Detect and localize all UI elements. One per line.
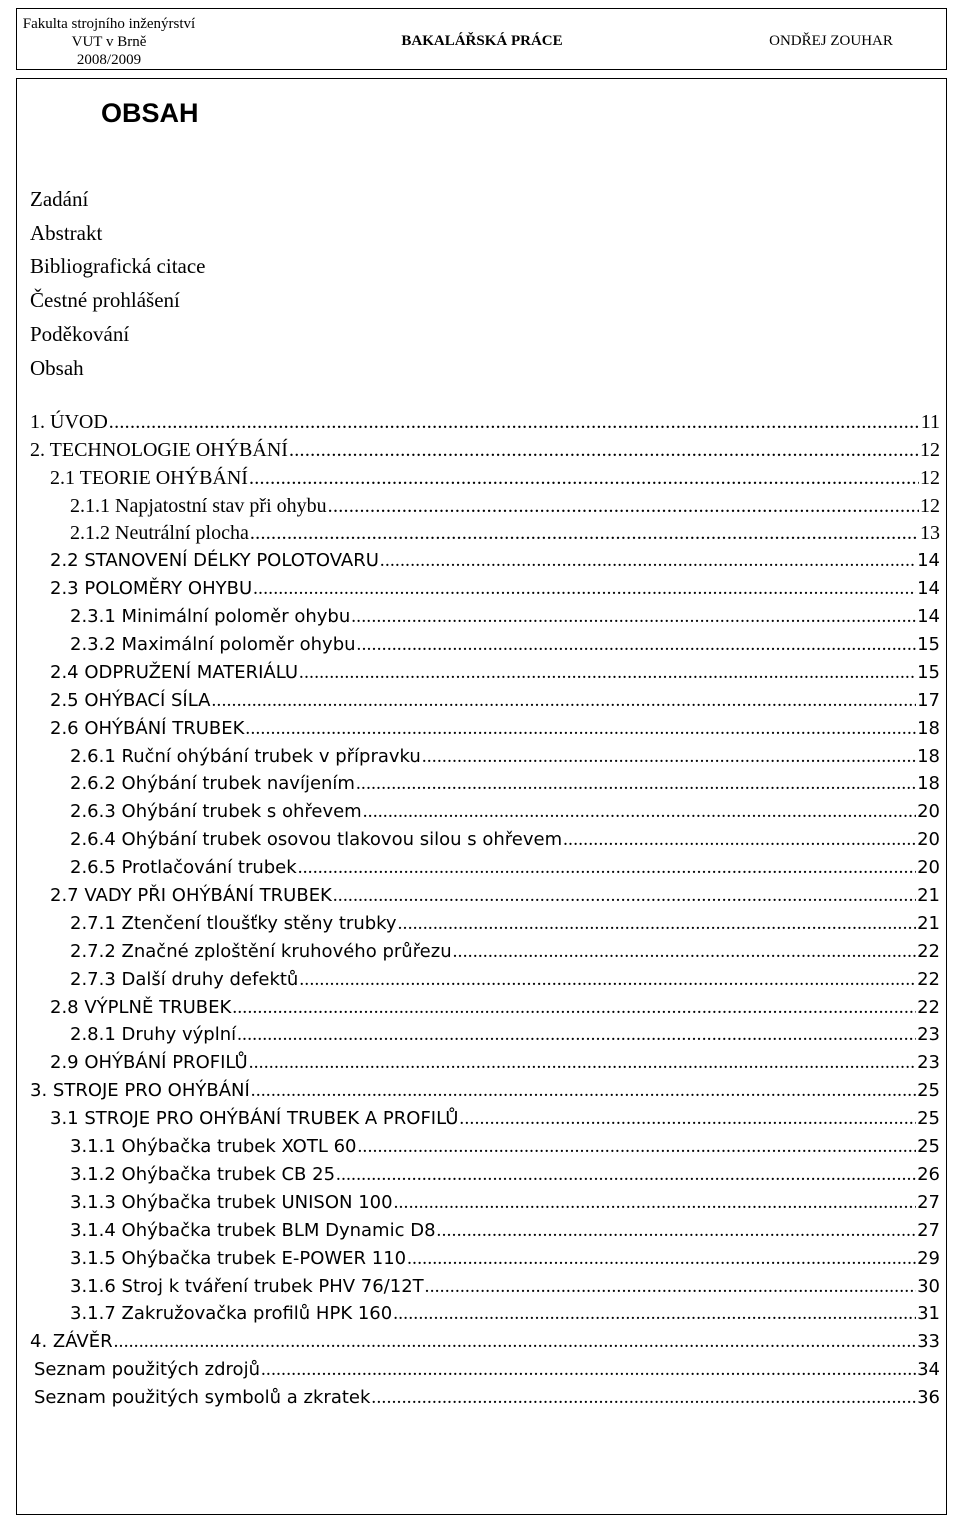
- prelim-item[interactable]: Čestné prohlášení: [30, 288, 180, 313]
- header-year: 2008/2009: [76, 52, 142, 68]
- toc-label: 3. STROJE PRO OHÝBÁNÍ: [30, 1080, 250, 1102]
- toc-page: 27: [917, 1219, 940, 1241]
- toc-entry[interactable]: [0, 1159, 960, 1187]
- toc-entry[interactable]: [0, 964, 960, 992]
- toc-label: 2.1 TEORIE OHÝBÁNÍ: [50, 466, 248, 489]
- toc-label: 2.8.1 Druhy výplní: [70, 1024, 237, 1046]
- toc-entry[interactable]: [0, 1131, 960, 1159]
- toc-entry[interactable]: [0, 406, 960, 434]
- toc-label: 2.3.1 Minimální poloměr ohybu: [70, 606, 351, 628]
- toc-page: 34: [917, 1359, 940, 1381]
- toc-leader: [357, 1135, 916, 1159]
- header-faculty: Fakulta strojního inženýrství: [22, 16, 196, 32]
- toc-label: 2.6.1 Ruční ohýbání trubek v přípravku: [70, 745, 421, 767]
- header-author: ONDŘEJ ZOUHAR: [769, 33, 893, 49]
- toc-entry[interactable]: [0, 852, 960, 880]
- toc-page: 12: [920, 466, 940, 489]
- toc-leader: [393, 1302, 916, 1326]
- toc-label: 2.6.2 Ohýbání trubek navíjením: [70, 773, 355, 795]
- toc-entry[interactable]: [0, 601, 960, 629]
- toc-entry[interactable]: [0, 1243, 960, 1271]
- toc-page: 23: [917, 1024, 940, 1046]
- prelim-item[interactable]: Poděkování: [30, 321, 130, 346]
- toc-leader: [407, 1247, 916, 1271]
- toc-leader: [114, 1330, 917, 1354]
- toc-label: 1. ÚVOD: [30, 410, 108, 433]
- toc-entry[interactable]: [0, 629, 960, 657]
- toc-page: 13: [920, 522, 940, 545]
- toc-page: 12: [920, 494, 940, 517]
- toc-leader: [289, 438, 919, 462]
- toc-leader: [261, 1358, 916, 1382]
- table-of-contents: [0, 406, 960, 1410]
- toc-leader: [251, 1079, 916, 1103]
- toc-label: 2.7 VADY PŘI OHÝBÁNÍ TRUBEK: [50, 885, 332, 907]
- header-university: VUT v Brně: [71, 34, 147, 50]
- toc-page: 26: [917, 1163, 940, 1185]
- toc-page: 18: [917, 745, 940, 767]
- toc-label: 2.7.3 Další druhy defektů: [70, 968, 299, 990]
- toc-page: 18: [917, 773, 940, 795]
- toc-page: 22: [917, 940, 940, 962]
- toc-label: 2. TECHNOLOGIE OHÝBÁNÍ: [30, 438, 288, 461]
- toc-label: 4. ZÁVĚR: [30, 1331, 113, 1353]
- toc-label: 2.7.2 Značné zploštění kruhového průřezu: [70, 940, 452, 962]
- toc-leader: [109, 410, 920, 434]
- toc-entry[interactable]: [0, 1187, 960, 1215]
- toc-label: 3.1.1 Ohýbačka trubek XOTL 60: [70, 1136, 357, 1158]
- toc-page: 18: [917, 717, 940, 739]
- toc-leader: [459, 1107, 916, 1131]
- header-institution: [17, 15, 201, 69]
- toc-page: 21: [917, 912, 940, 934]
- toc-page: 12: [920, 438, 940, 461]
- toc-page: 22: [917, 996, 940, 1018]
- toc-leader: [298, 856, 916, 880]
- toc-page: 11: [920, 410, 940, 433]
- toc-leader: [232, 996, 916, 1020]
- toc-label: 2.6.5 Protlačování trubek: [70, 857, 297, 879]
- toc-entry[interactable]: [0, 1075, 960, 1103]
- toc-label: 2.6.4 Ohýbání trubek osovou tlakovou silou s ohřevem: [70, 829, 563, 851]
- toc-leader: [328, 494, 919, 518]
- toc-entry[interactable]: [0, 880, 960, 908]
- toc-leader: [394, 1191, 917, 1215]
- toc-label: 2.1.2 Neutrální plocha: [70, 522, 249, 545]
- toc-leader: [333, 884, 916, 908]
- toc-label: 3.1.6 Stroj k tváření trubek PHV 76/12T: [70, 1275, 424, 1297]
- toc-leader: [253, 577, 916, 601]
- toc-page: 33: [917, 1331, 940, 1353]
- toc-leader: [299, 968, 916, 992]
- toc-leader: [237, 1023, 916, 1047]
- toc-leader: [249, 466, 919, 490]
- toc-entry[interactable]: [0, 796, 960, 824]
- toc-entry[interactable]: [0, 1047, 960, 1075]
- toc-entry[interactable]: [0, 741, 960, 769]
- toc-label: 2.6.3 Ohýbání trubek s ohřevem: [70, 801, 362, 823]
- toc-label: 2.1.1 Napjatostní stav při ohybu: [70, 494, 327, 517]
- prelim-item[interactable]: Zadání: [30, 187, 89, 211]
- toc-label: 2.7.1 Ztenčení tloušťky stěny trubky: [70, 912, 397, 934]
- toc-entry[interactable]: [0, 908, 960, 936]
- toc-leader: [356, 772, 916, 796]
- toc-page: 20: [917, 857, 940, 879]
- toc-leader: [245, 717, 916, 741]
- prelim-list: [30, 183, 206, 385]
- toc-label: 3.1 STROJE PRO OHÝBÁNÍ TRUBEK A PROFILŮ: [50, 1108, 459, 1130]
- toc-leader: [371, 1386, 916, 1410]
- toc-entry[interactable]: [0, 518, 960, 546]
- toc-page: 23: [917, 1052, 940, 1074]
- toc-page: 14: [917, 550, 940, 572]
- header-doc-type: BAKALÁŘSKÁ PRÁCE: [401, 33, 563, 49]
- toc-leader: [249, 1051, 916, 1075]
- toc-page: 31: [917, 1303, 940, 1325]
- toc-entry[interactable]: [0, 824, 960, 852]
- prelim-item[interactable]: Obsah: [30, 355, 84, 380]
- toc-leader: [250, 521, 919, 545]
- toc-label: 2.8 VÝPLNĚ TRUBEK: [50, 996, 232, 1018]
- toc-page: 14: [917, 578, 940, 600]
- prelim-item[interactable]: Bibliografická citace: [30, 254, 206, 279]
- toc-page: 25: [917, 1136, 940, 1158]
- toc-entry[interactable]: [0, 573, 960, 601]
- toc-label: 3.1.4 Ohýbačka trubek BLM Dynamic D8: [70, 1219, 436, 1241]
- toc-entry[interactable]: [0, 685, 960, 713]
- toc-page: 36: [917, 1387, 940, 1409]
- toc-entry[interactable]: [0, 769, 960, 797]
- toc-entry[interactable]: [0, 1103, 960, 1131]
- toc-leader: [453, 940, 916, 964]
- toc-label: Seznam použitých zdrojů: [34, 1359, 260, 1381]
- toc-leader: [299, 661, 916, 685]
- toc-leader: [363, 800, 916, 824]
- toc-label: 3.1.3 Ohýbačka trubek UNISON 100: [70, 1191, 393, 1213]
- toc-page: 30: [917, 1275, 940, 1297]
- toc-leader: [336, 1163, 916, 1187]
- toc-leader: [422, 745, 916, 769]
- toc-page: 20: [917, 829, 940, 851]
- toc-label: 3.1.2 Ohýbačka trubek CB 25: [70, 1163, 336, 1185]
- toc-leader: [437, 1219, 917, 1243]
- toc-leader: [380, 549, 916, 573]
- toc-page: 25: [917, 1108, 940, 1130]
- toc-entry[interactable]: [0, 936, 960, 964]
- toc-entry[interactable]: [0, 434, 960, 462]
- toc-entry[interactable]: [0, 1271, 960, 1299]
- toc-entry[interactable]: [0, 657, 960, 685]
- toc-leader: [398, 912, 917, 936]
- toc-page: 21: [917, 885, 940, 907]
- toc-page: 27: [917, 1191, 940, 1213]
- prelim-item[interactable]: Abstrakt: [30, 220, 103, 245]
- toc-leader: [351, 605, 916, 629]
- toc-entry[interactable]: [0, 1382, 960, 1410]
- toc-label: 2.4 ODPRUŽENÍ MATERIÁLU: [50, 661, 299, 683]
- toc-label: 3.1.7 Zakružovačka profilů HPK 160: [70, 1303, 393, 1325]
- toc-leader: [357, 633, 917, 657]
- toc-entry[interactable]: [0, 992, 960, 1020]
- toc-entry[interactable]: [0, 490, 960, 518]
- toc-label: 2.9 OHÝBÁNÍ PROFILŮ: [50, 1052, 248, 1074]
- toc-entry[interactable]: [0, 1354, 960, 1382]
- toc-entry[interactable]: [0, 545, 960, 573]
- toc-label: Seznam použitých symbolů a zkratek: [34, 1387, 371, 1409]
- toc-page: 14: [917, 606, 940, 628]
- toc-label: 3.1.5 Ohýbačka trubek E-POWER 110: [70, 1247, 407, 1269]
- page-header: [16, 8, 947, 70]
- toc-entry[interactable]: [0, 1326, 960, 1354]
- toc-label: 2.2 STANOVENÍ DÉLKY POLOTOVARU: [50, 550, 379, 572]
- toc-entry[interactable]: [0, 462, 960, 490]
- toc-page: 20: [917, 801, 940, 823]
- toc-entry[interactable]: [0, 713, 960, 741]
- page-title: OBSAH: [101, 98, 199, 128]
- toc-page: 25: [917, 1080, 940, 1102]
- toc-page: 15: [917, 661, 940, 683]
- toc-label: 2.6 OHÝBÁNÍ TRUBEK: [50, 717, 245, 739]
- toc-entry[interactable]: [0, 1299, 960, 1327]
- toc-leader: [563, 828, 916, 852]
- toc-page: 17: [917, 689, 940, 711]
- toc-entry[interactable]: [0, 1215, 960, 1243]
- toc-label: 2.3.2 Maximální poloměr ohybu: [70, 634, 356, 656]
- toc-leader: [211, 689, 916, 713]
- toc-leader: [425, 1275, 916, 1299]
- toc-label: 2.5 OHÝBACÍ SÍLA: [50, 689, 211, 711]
- toc-label: 2.3 POLOMĚRY OHYBU: [50, 578, 253, 600]
- toc-page: 15: [917, 634, 940, 656]
- toc-page: 22: [917, 968, 940, 990]
- toc-page: 29: [917, 1247, 940, 1269]
- toc-entry[interactable]: [0, 1020, 960, 1048]
